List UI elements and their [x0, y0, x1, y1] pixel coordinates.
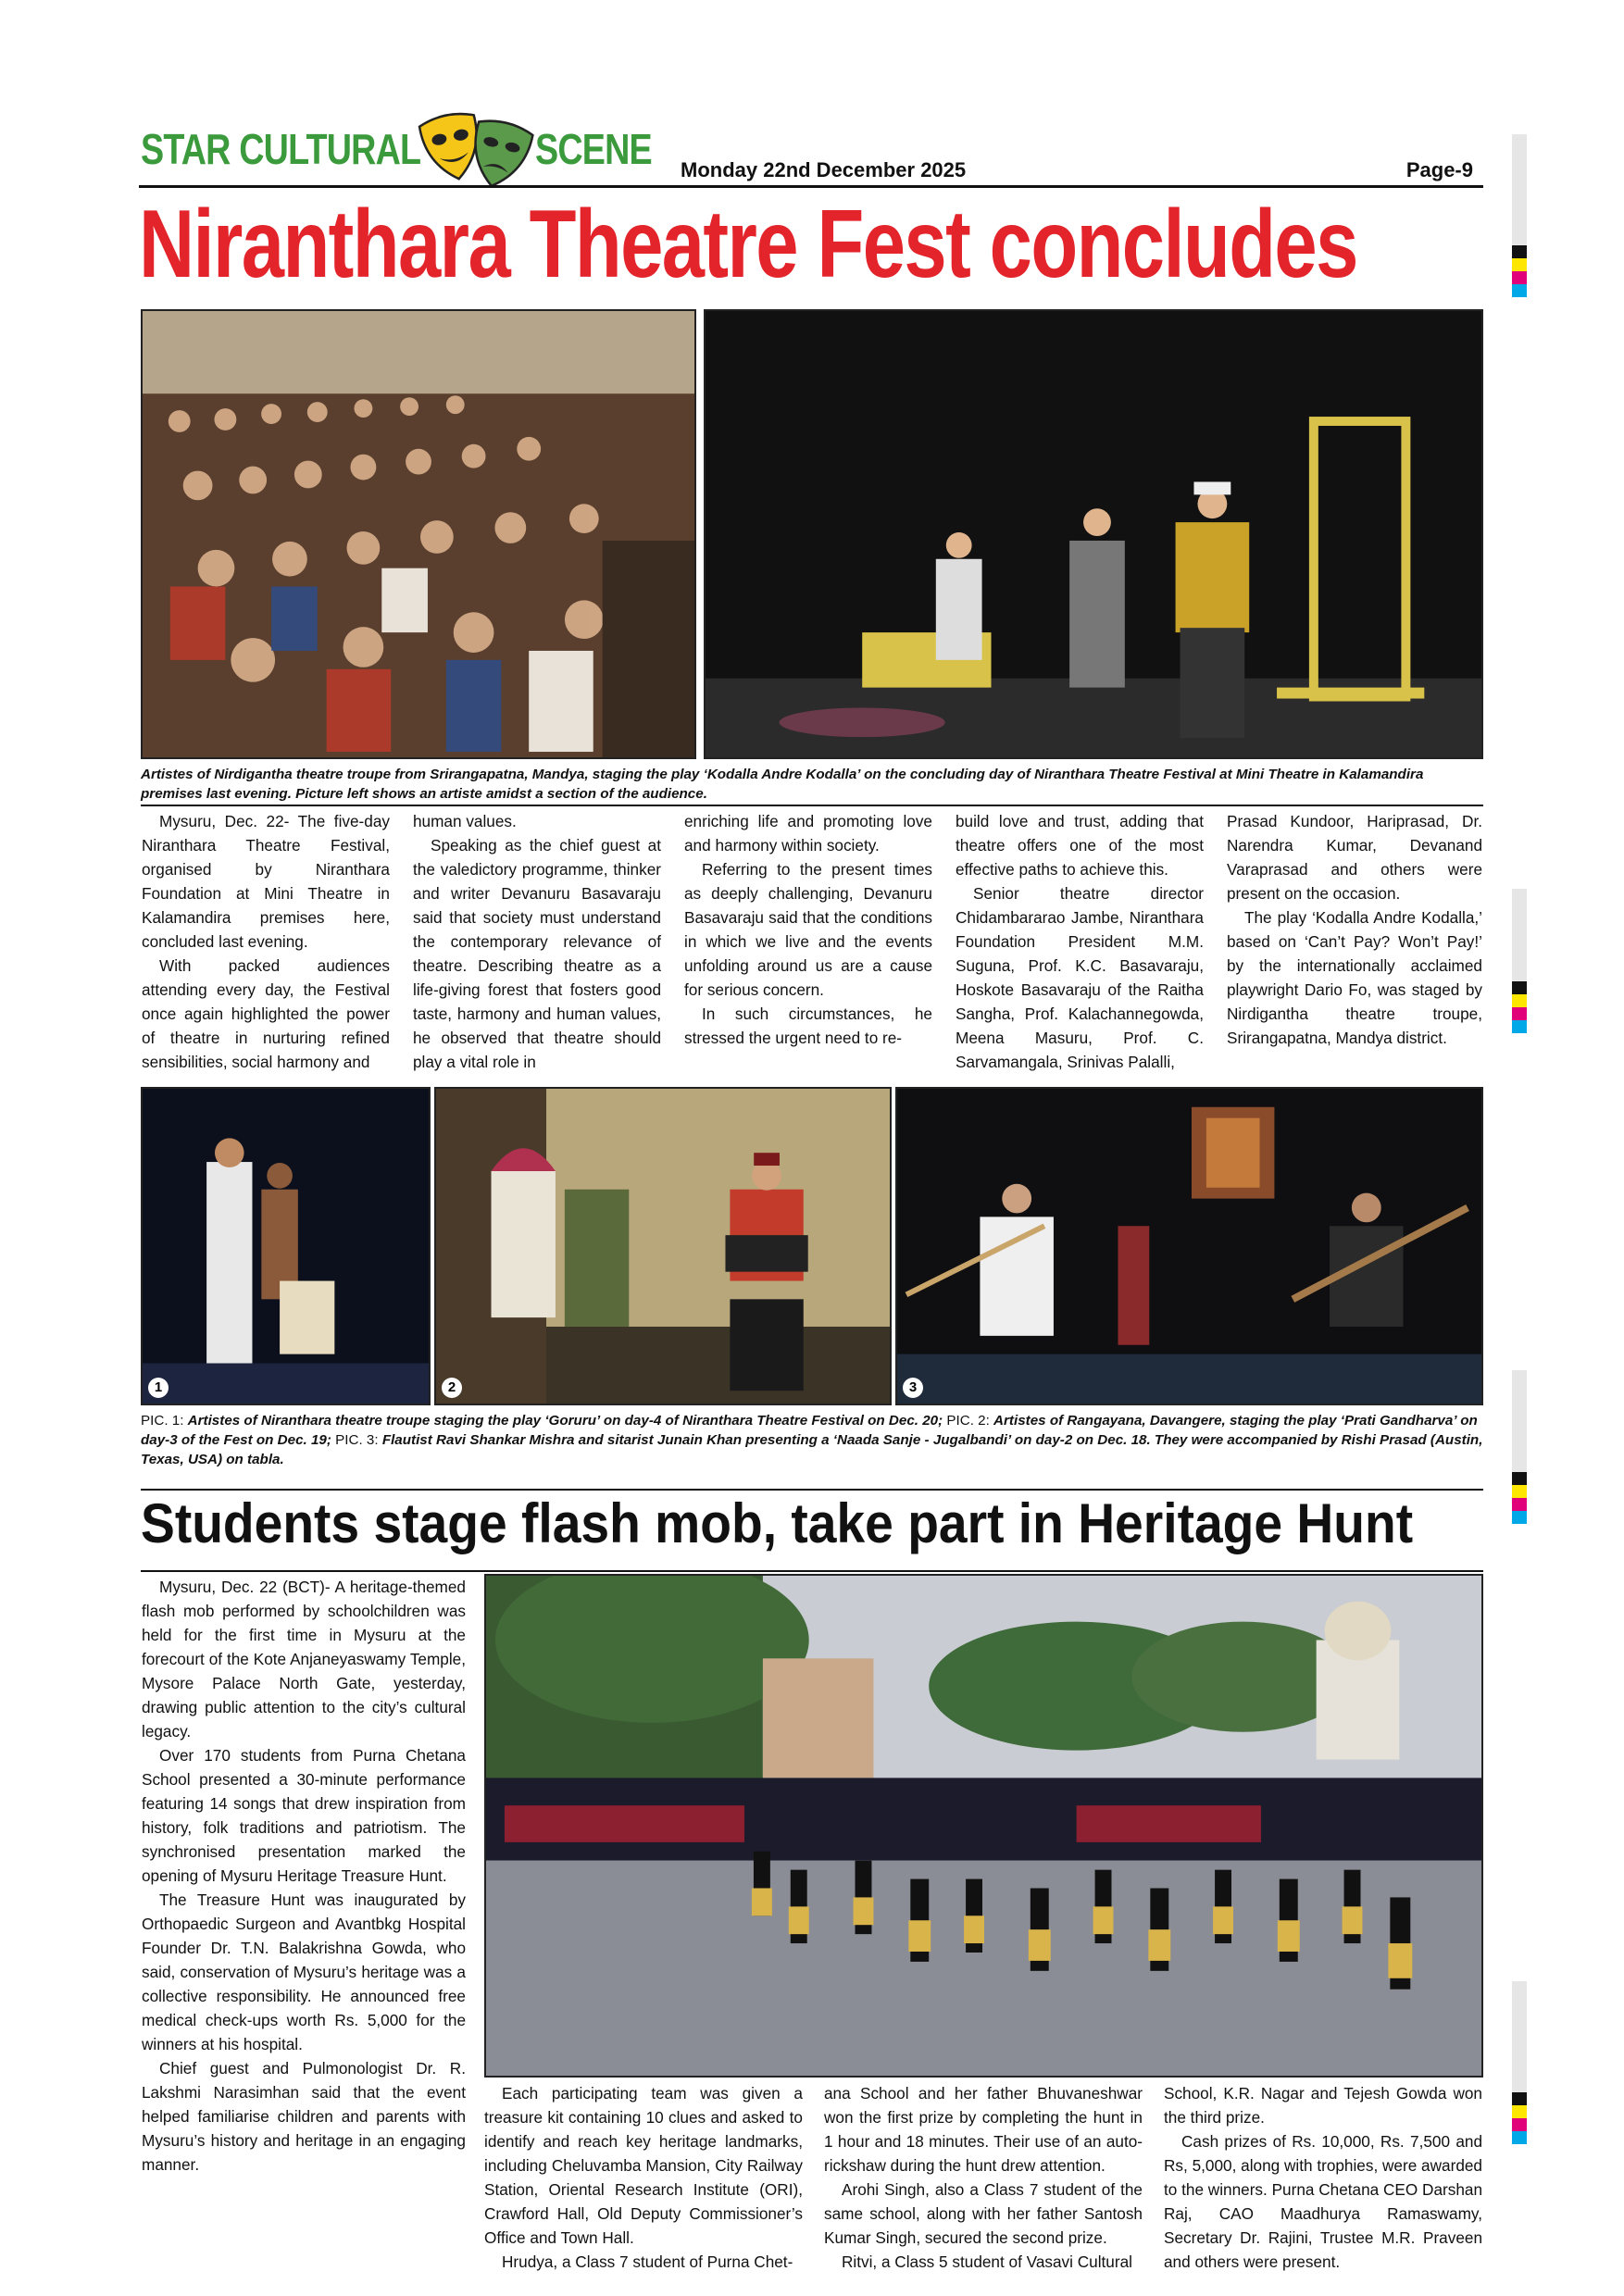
story2-col4-para: Cash prizes of Rs. 10,000, Rs. 7,500 and Rs, 5,000, along with trophies, were awarded to the winners. Purna Chetana CEO Darshan Raj, CAO Maadhurya Ramaswamy, Secretary Dr. Rajini, Trustee M.R. Praveen and others were present. [1164, 2132, 1482, 2271]
flash-mob-photo [484, 1574, 1483, 2078]
story2-col1-para: Chief guest and Pulmonologist Dr. R. Lakshmi Narasimhan said that the event helped familiarise children and parents with Mysuru’s history and heritage in an engaging manner. [142, 2059, 466, 2174]
story1-column-2 [413, 809, 661, 1074]
story1-col1-para: With packed audiences attending every day, the Festival once again highlighted the power of theatre in nurturing refined sensibilities, social harmony and [142, 956, 390, 1071]
audience-photo [141, 309, 696, 759]
story1-column-3 [684, 809, 932, 1050]
caption-rule-2 [141, 1489, 1483, 1491]
story2-col1-para: The Treasure Hunt was inaugurated by Orthopaedic Surgeon and Avantbkg Hospital Founder Dr. T.N. Balakrishna Gowda, who said, conservation of Mysuru’s heritage was a collective responsibility. He announced free medical check-ups worth Rs. 5,000 for the winners at his hospital. [142, 1890, 466, 2053]
second-headline: Students stage flash mob, take part in Heritage Hunt [141, 1492, 1414, 1554]
pic-number-badge: 2 [442, 1378, 462, 1398]
pic-number-badge: 1 [148, 1378, 169, 1398]
pic3-label: PIC. 3: [335, 1432, 382, 1448]
pic3-caption: Flautist Ravi Shankar Mishra and sitarist Junain Khan presenting a ‘Naada Sanje - Jugalbandi’ on day-2 on Dec. 18. They were accompanied by Rishi Prasad (Austin, Texas, USA) on tabla. [141, 1432, 1483, 1467]
story2-col2-para: Each participating team was given a treasure kit containing 10 clues and asked to identify and reach key heritage landmarks, including Cheluvamba Mansion, City Railway Station, Oriental Research Institute (ORI), Crawford Hall, Old Deputy Commissioner’s Office and Town Hall. [484, 2084, 803, 2247]
top-photos-caption: Artistes of Nirdigantha theatre troupe from Srirangapatna, Mandya, staging the play ‘Kodalla Andre Kodalla’ on the concluding day of Niranthara Theatre Festival at Mini Theatre in Kalamandira premises last evening. Picture left shows an artiste amidst a section of the audience. [141, 767, 1424, 802]
main-headline: Niranthara Theatre Fest concludes [139, 191, 1357, 298]
story2-col2-para: Hrudya, a Class 7 student of Purna Chet- [502, 2252, 793, 2271]
story1-column-4 [956, 809, 1204, 1074]
story1-col4-para: build love and trust, adding that theatre offers one of the most effective paths to achieve this. [956, 812, 1204, 879]
pics-caption [141, 1411, 1483, 1469]
story1-col1-para: Mysuru, Dec. 22- The five-day Niranthara Theatre Festival, organised by Niranthara Foundation at Mini Theatre in Kalamandira premises here, concluded last evening. [142, 812, 390, 951]
story2-column-3 [824, 2081, 1143, 2274]
story1-col4-para: Senior theatre director Chidambararao Jambe, Niranthara Foundation President M.M. Suguna, Prof. K.C. Basavaraju, Hoskote Basavaraju of the Raitha Sangha, Prof. Kalachannegowda, Meena Masuru, Prof. C. Sarvamangala, Srinivas Palalli, [956, 884, 1204, 1071]
pic1-caption: Artistes of Niranthara theatre troupe staging the play ‘Goruru’ on day-4 of Niranthara Theatre Festival on Dec. 20; [187, 1413, 947, 1429]
story2-column-4 [1164, 2081, 1482, 2274]
pic1-label: PIC. 1: [141, 1413, 188, 1429]
theatre-masks-icon [415, 104, 537, 193]
story1-col3-para: In such circumstances, he stressed the urgent need to re- [684, 1004, 932, 1047]
pic1-photo [141, 1087, 431, 1405]
page-number: Page-9 [1405, 158, 1473, 181]
pic2-photo [434, 1087, 892, 1405]
story2-col3-para: Arohi Singh, also a Class 7 student of the same school, along with her father Santosh Kumar Singh, secured the second prize. [824, 2180, 1143, 2247]
story1-col3-para: enriching life and promoting love and harmony within society. [684, 812, 932, 855]
masthead-logo-right: SCENE [535, 125, 652, 173]
story2-col1-para: Mysuru, Dec. 22 (BCT)- A heritage-themed flash mob performed by schoolchildren was held for the first time in Mysuru at the forecourt of the Kote Anjaneyaswamy Temple, Mysore Palace North Gate, yesterday, drawing public attention to the city’s cultural legacy. [142, 1578, 466, 1741]
story2-column-1 [142, 1575, 466, 2177]
story1-col2-para: Speaking as the chief guest at the valedictory programme, thinker and writer Devanuru Basavaraju said that society must understand the contemporary relevance of theatre. Describing theatre as a life-giving forest that fosters good taste, harmony and human values, he observed that theatre should play a vital role in [413, 836, 661, 1071]
color-registration-bar [1512, 889, 1527, 1033]
issue-date: Monday 22nd December 2025 [681, 158, 967, 181]
color-registration-bar [1512, 1370, 1527, 1524]
color-registration-bar [1512, 134, 1527, 297]
pic3-photo [895, 1087, 1483, 1405]
color-registration-bar [1512, 1981, 1527, 2144]
story2-col1-para: Over 170 students from Purna Chetana School presented a 30-minute performance featuring 14 songs that drew inspiration from history, folk traditions and patriotism. The synchronised presentation marked the opening of Mysuru Heritage Treasure Hunt. [142, 1746, 466, 1885]
story2-col3-para: ana School and her father Bhuvaneshwar won the first prize by completing the hunt in 1 hour and 18 minutes. Their use of an auto-rickshaw during the hunt drew attention. [824, 2084, 1143, 2175]
masthead-logo-left: STAR CULTURAL [141, 125, 421, 173]
story1-col3-para: Referring to the present times as deeply challenging, Devanuru Basavaraju said that the conditions in which we live and the events unfolding around us are a cause for serious concern. [684, 860, 932, 999]
stage-photo [704, 309, 1483, 759]
story1-col5-para: The play ‘Kodalla Andre Kodalla,’ based on ‘Can’t Pay? Won’t Pay!’ by the internationally acclaimed playwright Dario Fo, was staged by Nirdigantha theatre troupe, Srirangapatna, Mandya district. [1227, 908, 1482, 1047]
caption-rule-1 [141, 805, 1483, 806]
headline2-rule [141, 1570, 1483, 1572]
pic2-caption: Artistes of Rangayana, Davangere, staging the play ‘Prati Gandharva’ on day-3 of the Fest on Dec. 19; [141, 1413, 1478, 1448]
story2-column-2 [484, 2081, 803, 2274]
story1-col2-para: human values. [413, 812, 517, 830]
masthead-rule [139, 185, 1483, 188]
pic2-label: PIC. 2: [946, 1413, 994, 1429]
story2-col3-para: Ritvi, a Class 5 student of Vasavi Cultural [842, 2252, 1132, 2271]
story1-column-1 [142, 809, 390, 1074]
story1-col5-para: Prasad Kundoor, Hariprasad, Dr. Narendra Kumar, Devanand Varaprasad and others were present on the occasion. [1227, 812, 1482, 903]
pic-number-badge: 3 [903, 1378, 923, 1398]
story1-column-5 [1227, 809, 1482, 1050]
story2-col4-para: School, K.R. Nagar and Tejesh Gowda won the third prize. [1164, 2084, 1482, 2127]
